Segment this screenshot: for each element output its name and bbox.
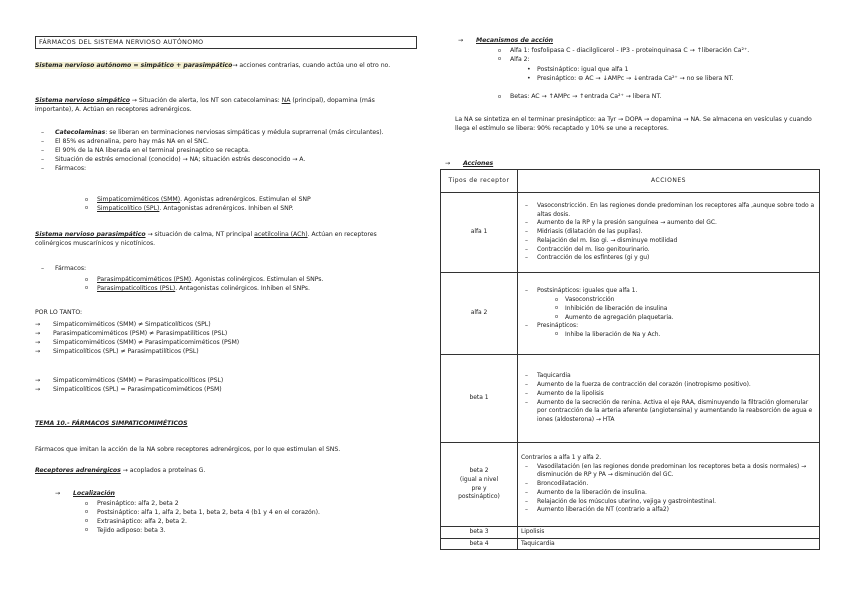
table-row	[441, 443, 820, 527]
receptores-text: → acoplados a proteínas G.	[120, 467, 206, 474]
table-row	[441, 355, 820, 443]
table-row	[441, 193, 820, 273]
receptor-beta1: beta 1	[441, 355, 518, 443]
receptores-heading: Receptores adrenérgicos	[35, 467, 121, 474]
table-header-row	[441, 170, 820, 193]
alfa2-post-action: o Aumento de agregación plaquetaria.	[521, 314, 816, 323]
simpatico-heading: Sistema nervioso simpático	[35, 97, 130, 104]
beta1-action: – Aumento de la lipolisis	[521, 390, 816, 399]
acciones-alfa2	[518, 273, 820, 355]
alfa2-post-action: o Inhibición de liberación de insulina	[521, 305, 816, 314]
receptor-beta3: beta 3	[441, 527, 518, 539]
parasimpatico-farmacos-label-list	[35, 265, 411, 274]
relation-item: → Simpaticomiméticos (SMM) ≠ Parasimpaticomiméticos (PSM)	[35, 339, 405, 348]
beta-mechanism-list	[488, 93, 823, 102]
simpatico-list	[35, 129, 411, 174]
simpatico-paragraph	[35, 97, 411, 115]
alfa2-mechanism-list	[523, 66, 823, 84]
localizacion-item: o Tejido adiposo: beta 3.	[75, 527, 405, 536]
alfa2-mechanism-item: • Postsináptico: igual que alfa 1	[523, 66, 823, 75]
beta2-action: – Relajación de los músculos uterino, vejiga y gastrointestinal.	[521, 498, 816, 507]
acciones-beta4: Taquicardia	[518, 538, 820, 550]
header-acciones: ACCIONES	[518, 170, 820, 193]
header-receptor: Tipos de receptor	[441, 170, 518, 193]
simpatico-farmacos-list	[75, 196, 405, 214]
parasimpatico-farmacos-list	[75, 276, 405, 294]
por-lo-tanto: POR LO TANTO:	[35, 309, 83, 316]
beta2-intro: Contrarios a alfa 1 y alfa 2.	[521, 454, 602, 462]
relation-item: → Simpaticomiméticos (SMM) ≠ Simpaticolíticos (SPL)	[35, 321, 405, 330]
localizacion-item: o Presináptico: alfa 2, beta 2	[75, 500, 405, 509]
mecanismos: → Mecanismos de acción	[458, 37, 554, 44]
table-row	[441, 273, 820, 355]
relation-item: → Simpaticolíticos (SPL) = Parasimpaticomiméticos (PSM)	[35, 386, 405, 395]
beta2-action: – Vasodilatación (en las regiones donde predominan los receptores beta a dosis normales) → disminución de RP y PA → disminución del GC.	[521, 463, 816, 480]
receptor-alfa2: alfa 2	[441, 273, 518, 355]
parasimpatico-farmacos-label: – Fármacos:	[35, 265, 411, 274]
acciones-table	[440, 169, 820, 550]
relation-item: → Parasimpaticomiméticos (PSM) ≠ Parasimpatilíticos (PSL)	[35, 330, 405, 339]
simpatico-na: NA	[281, 97, 291, 104]
parasimpatico-text-b: . Actúan en receptores colinérgicos muscarínicos y nicotínicos.	[35, 231, 377, 247]
localizacion-item: o Extrasináptico: alfa 2, beta 2.	[75, 518, 405, 527]
simpatico-farmaco: o Simpaticomiméticos (SMM). Agonistas adrenérgicos. Estimulan el SNP	[75, 196, 405, 205]
simpatico-farmaco: o Simpaticolítico (SPL). Antagonistas adrenérgicos. Inhiben el SNP.	[75, 205, 405, 214]
beta2-action: – Broncodilatación.	[521, 480, 816, 489]
localizacion-label: Localización	[73, 490, 115, 497]
parasimpatico-paragraph	[35, 231, 411, 249]
alfa2-mechanism-item: • Presináptico: ⊖ AC → ↓AMPc → ↓entrada Ca²⁺ → no se libera NT.	[523, 75, 823, 84]
simpatico-item: – Catecolaminas: se liberan en terminaciones nerviosas simpáticas y médula suprarrenal (más circulantes).	[35, 129, 411, 138]
table-row	[441, 538, 820, 550]
alfa1-action: – Relajación del m. liso gi. → disminuye motilidad	[521, 237, 816, 246]
relation-item: → Simpaticolíticos (SPL) ≠ Parasimpatilíticos (PSL)	[35, 348, 405, 357]
sna-definition-bold: Sistema nervioso autónomo = simpático + parasimpático	[35, 62, 233, 69]
beta2-action: – Aumento de la liberación de insulina.	[521, 489, 816, 498]
tema-intro: Fármacos que imitan la acción de la NA sobre receptores adrenérgicos, por lo que estimulan el SNS.	[35, 446, 341, 453]
alfa2-post: – Postsinápticos: iguales que alfa 1. o Vasoconstricción o Inhibición de liberación de insulina o Aumento de agregación plaquetaria.	[521, 287, 816, 322]
beta-mechanism: o Betas: AC → ↑AMPc → ↑entrada Ca²⁺ → libera NT.	[488, 93, 823, 102]
receptor-beta4: beta 4	[441, 538, 518, 550]
simpatico-text-b: (principal), dopamina (más importante), A. Actúan en receptores adrenérgicos.	[35, 97, 375, 113]
mecanismo-item: o Alfa 2:	[488, 56, 823, 65]
alfa1-action: – Contracción del m. liso genitourinario.	[521, 246, 816, 255]
receptor-alfa1: alfa 1	[441, 193, 518, 273]
simpatico-item: – Situación de estrés emocional (conocido) → NA; situación estrés desconocido → A.	[35, 156, 411, 165]
alfa2-post-action: o Vasoconstricción	[521, 296, 816, 305]
relations-list-2	[35, 377, 405, 395]
parasimpatico-farmaco: o Parasimpaticolíticos (PSL). Antagonistas colinérgicos. Inhiben el SNPs.	[75, 285, 405, 294]
simpatico-text-a: → Situación de alerta, los NT son catecolaminas:	[129, 97, 282, 104]
simpatico-item: – Fármacos:	[35, 165, 411, 174]
relations-list-1	[35, 321, 405, 357]
alfa2-pre-action: o Inhibe la liberación de Na y Ach.	[521, 331, 816, 340]
alfa1-action: – Midriasis (dilatación de las pupilas).	[521, 228, 816, 237]
acciones-beta1	[518, 355, 820, 443]
acciones-alfa1	[518, 193, 820, 273]
alfa1-action: – Contracción de los esfínteres (gi y gu)	[521, 254, 816, 263]
simpatico-item: – El 85% es adrenalina, pero hay más NA en el SNC.	[35, 138, 411, 147]
alfa1-action: – Vasoconstricción. En las regiones donde predominan los receptores alfa ,aunque sobre todo a altas dosis.	[521, 202, 816, 219]
section-title: FÁRMACOS DEL SISTEMA NERVIOSO AUTÓNOMO	[35, 36, 417, 49]
acciones-beta3: Lipolisis	[518, 527, 820, 539]
sna-definition-text: → acciones contrarias, cuando actúa uno el otro no.	[232, 62, 391, 69]
receptor-beta2: beta 2 (igual a nivel pre y postsináptico)	[441, 443, 518, 527]
parasimpatico-heading: Sistema nervioso parasimpático	[35, 231, 146, 238]
beta2-action: – Aumento liberación de NT (contrario a alfa2)	[521, 506, 816, 515]
mecanismos-list	[488, 47, 823, 65]
na-synthesis: La NA se sintetiza en el terminar presináptico: aa Tyr → DOPA → dopamina → NA. Se almacena en vesículas y cuando llega el estímulo se libera: 90% recaptado y 10% se une a receptores.	[455, 116, 812, 132]
mecanismo-item: o Alfa 1: fosfolipasa C - diacilglicerol - IP3 - proteinquinasa C → ↑liberación Ca²⁺.	[488, 47, 823, 56]
acciones-label: Acciones	[463, 160, 494, 167]
parasimpatico-text-a: → situación de calma, NT principal	[145, 231, 255, 238]
beta1-action: – Taquicardia	[521, 372, 816, 381]
beta1-action: – Aumento de la secreción de renina. Activa el eje RAA, disminuyendo la filtración glomerular por contracción de la arteria aferente (angiotensina) y aumentando la reabsorción de agua e iones (aldosterona) → HTA	[521, 399, 816, 425]
tema-heading: TEMA 10.- FÁRMACOS SIMPATICOMIMÉTICOS	[35, 420, 188, 427]
sna-definition	[35, 62, 411, 71]
simpatico-item: – El 90% de la NA liberada en el terminal presinaptico se recapta.	[35, 147, 411, 156]
parasimpatico-farmaco: o Parasimpáticomiméticos (PSM). Agonistas colinérgicos. Estimulan el SNPs.	[75, 276, 405, 285]
localizacion-list	[75, 500, 405, 536]
acciones-beta2	[518, 443, 820, 527]
relation-item: → Simpaticomiméticos (SMM) = Parasimpaticolíticos (PSL)	[35, 377, 405, 386]
parasimpatico-ach: acetilcolina (ACh)	[254, 231, 308, 238]
localizacion: → Localización	[55, 490, 115, 497]
beta1-action: – Aumento de la fuerza de contracción del corazón (inotropismo positivo).	[521, 381, 816, 390]
localizacion-item: o Postsináptico: alfa 1, alfa 2, beta 1, beta 2, beta 4 (b1 y 4 en el corazón).	[75, 509, 405, 518]
acciones: → Acciones	[445, 160, 494, 167]
table-row	[441, 527, 820, 539]
mecanismos-label: Mecanismos de acción	[476, 37, 554, 44]
receptores-paragraph	[35, 467, 411, 476]
alfa2-pre: – Presinápticos: o Inhibe la liberación de Na y Ach.	[521, 322, 816, 339]
alfa1-action: – Aumento de la RP y la presión sanguínea → aumento del GC.	[521, 219, 816, 228]
